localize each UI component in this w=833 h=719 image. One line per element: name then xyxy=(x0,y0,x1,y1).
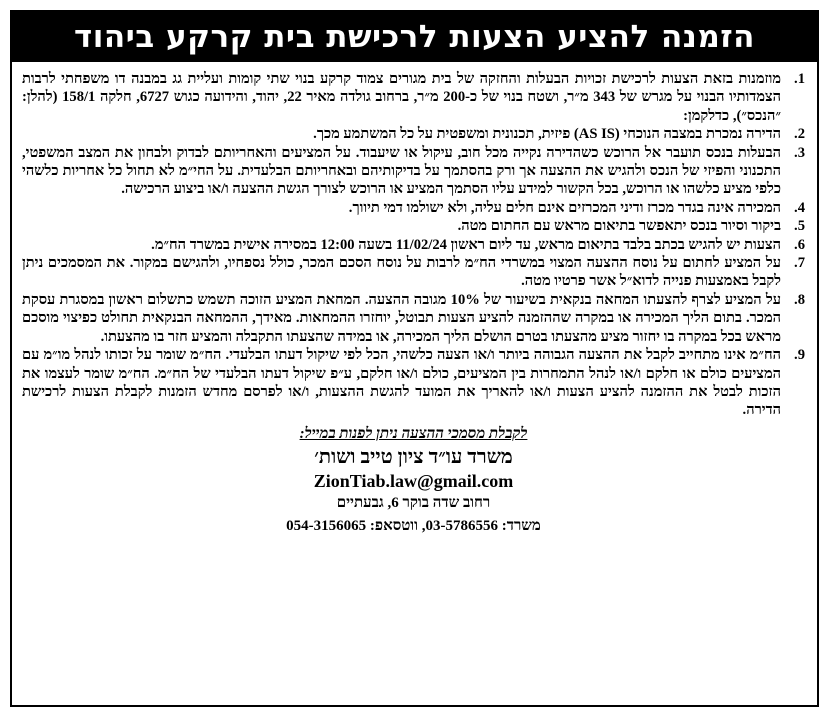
clause-text: על המציע לצרף להצעתו המחאה בנקאית בשיעור של 10% מגובה ההצעה. המחאת המציע הזוכה תשמש כתשלום ראשון במסגרת עסקת המכר. בתום הליך המכירה או במקרה שההזמנה להציע הצעות תבוטל, יוחזרו ההמחאות. מאידך, ההמחאה הבנקאית תחולט כפיצוי מוסכם מראש בכל במקרה בו יחזור מציע מהצעתו בטרם הושלם הליך המכירה, או במידה שהצעתו התקבלה והמציע חזר בו מהצעתו. xyxy=(22,291,781,345)
clause-text: המכירה אינה בגדר מכרז ודיני המכרזים אינם חלים עליה, ולא ישולמו דמי תיווך. xyxy=(348,199,781,216)
clause-number: 5. xyxy=(794,218,805,235)
clause-number: 3. xyxy=(794,144,805,161)
clause-number: 4. xyxy=(794,199,805,216)
clause-1 xyxy=(22,70,805,125)
contact-footer xyxy=(22,424,805,538)
office-address: רחוב שדה בוקר 6, גבעתיים xyxy=(336,494,491,511)
clause-text: הדירה נמכרת במצבה הנוכחי (AS IS) פיזית, תכנונית ומשפטית על כל המשתמע מכך. xyxy=(313,126,781,143)
clause-text: על המציע לחתום על נוסח ההצעה המצוי במשרדי הח״מ לרבות על נוסח הסכם המכר, כולל נספחיו, ולהגישם במקור. את המסמכים ניתן לקבל באמצעות פנייה לדוא״ל אשר פרטיו מטה. xyxy=(22,255,781,290)
notice-body xyxy=(12,62,817,538)
clause-7 xyxy=(22,254,805,291)
clause-number: 7. xyxy=(794,255,805,272)
clause-3 xyxy=(22,144,805,199)
clause-6 xyxy=(22,236,805,254)
clause-9 xyxy=(22,346,805,420)
clause-number: 6. xyxy=(794,236,805,253)
clause-8 xyxy=(22,291,805,346)
clause-text: הצעות יש להגיש בכתב בלבד בתיאום מראש, עד ליום ראשון 11/02/24 בשעה 12:00 במסירה אישית במשרד הח״מ. xyxy=(151,236,781,253)
clause-text: הבעלות בנכס תועבר אל הרוכש כשהדירה נקייה מכל חוב, עיקול או שיעבוד. על המציעים והאחריותם לבדוק ולבחון את המצב המשפטי, התכנוני והפיזי של הנכס ולהגיש את ההצעה אך ורק בהסתמך על בדיקותיהם ובאחריותם הבלעדית. על החי״מ לא תחול כל אחריות כלשהי כלפי מציע כלשהו או הרוכש, בכל הקשור למידע עליו הסתמך המציע או הרוכש לצורך הגשת ההצעה ו/או ביצוע הרכישה. xyxy=(22,144,781,198)
documents-request-note: לקבלת מסמכי ההצעה ניתן לפנות במייל: xyxy=(299,425,528,442)
clause-4 xyxy=(22,199,805,217)
clause-2 xyxy=(22,125,805,143)
clause-text: מוזמנות בזאת הצעות לרכישת זכויות הבעלות והחזקה של בית מגורים צמוד קרקע בנוי שתי קומות ועליית גג במבנה דו משפחתי לרבות הצמדותיו הבנוי על מגרש של 343 מ״ר, ושטח בנוי של כ-200 מ״ר, ברחוב גולדה מאיר 22, יהוד, והידועה כגוש 6727, חלקה 158/1 (להלן: ״הנכס״), כדלקמן: xyxy=(22,71,782,124)
clause-number: 1. xyxy=(794,71,805,87)
clause-text: ביקור וסיור בנכס יתאפשר בתיאום מראש עם החתום מטה. xyxy=(457,218,781,235)
clause-number: 8. xyxy=(794,291,805,308)
clause-text: הח״מ אינו מתחייב לקבל את ההצעה הגבוהה ביותר ו/או הצעה כלשהי, הכל לפי שיקול דעתו הבלעדי. הח״מ שומר על זכותו לנהל מו״מ עם המציעים כולם או חלקם ו/או לנהל התמחרות בין המציעים, כולם ו/או חלקם, ע״פ שיקול דעתו הבלעדי של הח״מ. הח״מ שומר לעצמו את הזכות לבטל את ההזמנה להציע הצעות ו/או להאריך את המועד להגשת ההצעות, ו/או לפרסם מחדש הזמנות לקבלת הצעות לרכישת הדירה. xyxy=(22,347,781,419)
clause-number: 9. xyxy=(794,347,805,364)
clause-5 xyxy=(22,217,805,235)
contact-email[interactable]: ZionTiab.law@gmail.com xyxy=(313,470,514,491)
law-office-name: משרד עו״ד ציון טייב ושות׳ xyxy=(314,445,513,468)
clause-number: 2. xyxy=(794,126,805,143)
office-phones: משרד: 03-5786556, ווטסאפ: 054-3156065 xyxy=(286,517,541,534)
notice-title: הזמנה להציע הצעות לרכישת בית קרקע ביהוד xyxy=(12,12,817,62)
legal-notice-ad xyxy=(10,10,819,707)
